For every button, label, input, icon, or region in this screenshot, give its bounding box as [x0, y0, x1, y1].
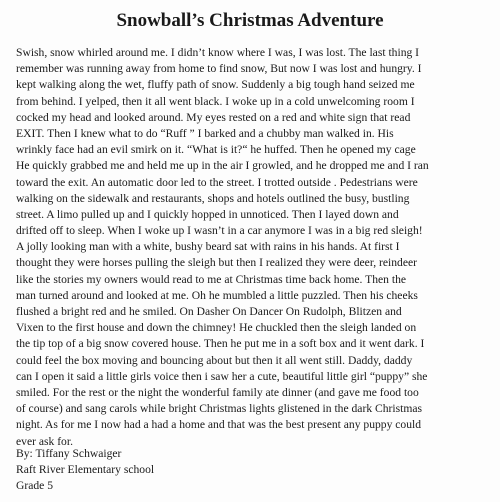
story-line: cocked my head and looked around. My eyes rested on a red and white sign that read — [16, 110, 411, 124]
story-line: thought they were horses pulling the sleigh but then I realized they were deer, reindeer — [16, 256, 417, 270]
story-line: wrinkly face had an evil smirk on it. “What is it?“ he huffed. Then he opened my cage — [16, 143, 416, 157]
story-line: walking on the sidewalk and restaurants, shops and hotels outlined the busy, bustling — [16, 191, 410, 205]
story-line: kept walking along the wet, fluffy path of snow. Suddenly a big tough hand seized me — [16, 78, 415, 92]
story-line: from behind. I yelped, then it all went black. I woke up in a cold unwelcoming room I — [16, 94, 415, 108]
story-line: toward the exit. An automatic door led to the street. I trotted outside . Pedestrians were — [16, 175, 418, 189]
grade-level: Grade 5 — [16, 479, 54, 493]
story-line: the tip top of a big snow covered house. Then he put me in a soft box and it went dark. I — [16, 337, 425, 351]
story-title: Snowball’s Christmas Adventure — [116, 10, 384, 31]
story-line: smiled. For the rest or the night the wonderful family ate dinner (and gave me food too — [16, 385, 419, 399]
story-line: ever ask for. — [16, 434, 73, 448]
story-line: like the stories my owners would read to me at Christmas time back home. Then the — [16, 272, 407, 286]
story-line: drifted off to sleep. When I woke up I wasn’t in a car anymore I was in a big red sleigh! — [16, 224, 423, 238]
author-byline — [16, 446, 154, 495]
story-line: flushed a bright red and he smiled. On Dasher On Dancer On Rudolph, Blitzen and — [16, 305, 402, 318]
story-line: Swish, snow whirled around me. I didn’t know where I was, I was lost. The last thing I — [16, 46, 420, 59]
story-line: EXIT. Then I knew what to do “Ruff ” I barked and a chubby man walked in. His — [16, 126, 394, 140]
story-line: could feel the box moving and bouncing about but then it all went still. Daddy, daddy — [16, 353, 413, 367]
school-name: Raft River Elementary school — [16, 463, 155, 477]
story-body — [16, 45, 491, 450]
story-line: of course) and sang carols while bright Christmas lights glistened in the dark Christmas — [16, 402, 423, 416]
story-line: Vixen to the first house and down the chimney! He chuckled then the sleigh landed on — [16, 321, 417, 335]
author-name: By: Tiffany Schwaiger — [16, 447, 122, 460]
story-line: street. A limo pulled up and I quickly hopped in unnoticed. Then I layed down and — [16, 207, 399, 221]
story-line: remember was running away from home to find snow, But now I was lost and hungry. I — [16, 62, 422, 76]
story-line: can I open it said a little girls voice then i saw her a cute, beautiful little girl “puppy” she — [16, 369, 428, 383]
story-line: night. As for me I now had a had a home and that was the best present any puppy could — [16, 418, 422, 432]
story-line: man turned around and looked at me. Oh he mumbled a little puzzled. Then his cheeks — [16, 288, 418, 302]
story-line: He quickly grabbed me and held me up in the air I growled, and he dropped me and I ran — [16, 159, 429, 173]
story-line: A jolly looking man with a white, bushy beard sat with rains in his hands. At first I — [16, 240, 400, 254]
